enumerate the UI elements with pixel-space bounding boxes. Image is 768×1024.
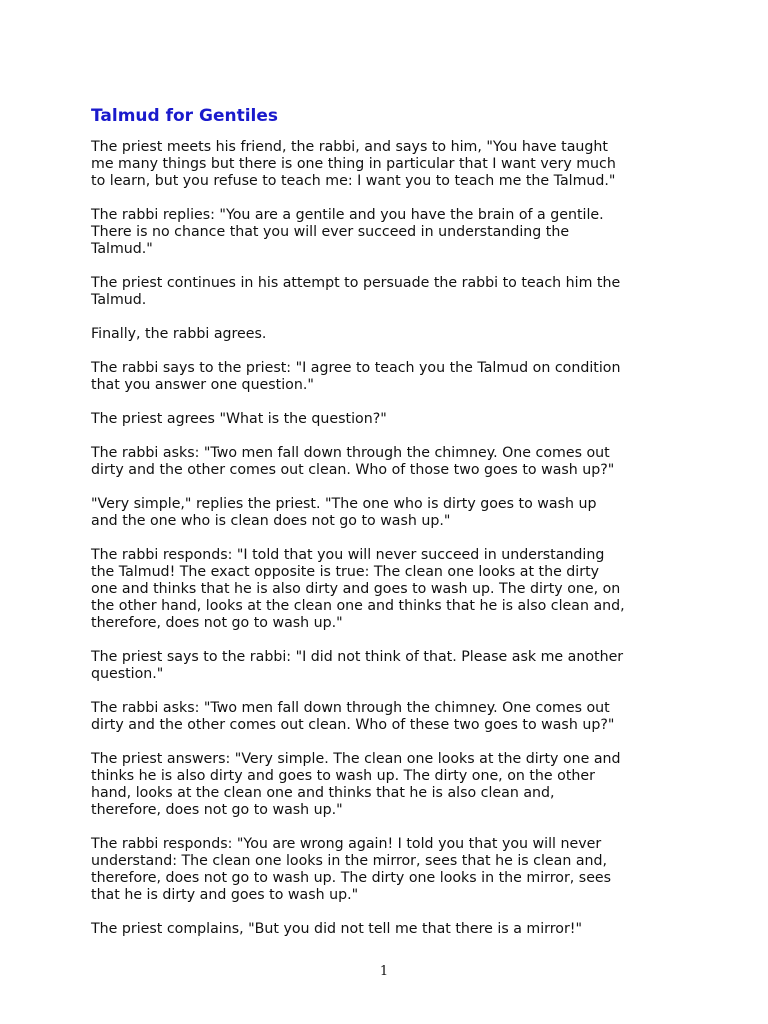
paragraph [91,547,681,632]
text-line: one and thinks that he is also dirty and goes to wash up. The dirty one, on [91,581,621,597]
text-line: hand, looks at the clean one and thinks that he is also clean and, [91,785,555,801]
text-line: dirty and the other comes out clean. Who of those two goes to wash up?" [91,462,615,478]
text-line: that you answer one question." [91,377,314,393]
text-line: me many things but there is one thing in particular that I want very much [91,156,616,172]
paragraph [91,139,681,190]
text-line: The priest answers: "Very simple. The clean one looks at the dirty one and [91,751,621,767]
paragraph [91,836,681,904]
text-line: and the one who is clean does not go to wash up." [91,513,451,529]
text-line: The priest agrees "What is the question?" [91,411,387,427]
paragraph [91,496,681,530]
paragraph [91,326,681,343]
text-line: that he is dirty and goes to wash up." [91,887,359,903]
text-line: The rabbi responds: "You are wrong again! I told you that you will never [91,836,602,852]
text-line: therefore, does not go to wash up." [91,615,343,631]
text-line: The rabbi asks: "Two men fall down through the chimney. One comes out [91,445,610,461]
text-line: understand: The clean one looks in the mirror, sees that he is clean and, [91,853,608,869]
text-line: dirty and the other comes out clean. Who of these two goes to wash up?" [91,717,615,733]
text-line: The rabbi responds: "I told that you will never succeed in understanding [91,547,605,563]
page-number: 1 [379,964,389,979]
text-line: the other hand, looks at the clean one and thinks that he is also clean and, [91,598,625,614]
paragraph [91,411,681,428]
text-line: Talmud. [91,292,147,308]
text-line: therefore, does not go to wash up." [91,802,343,818]
text-line: to learn, but you refuse to teach me: I want you to teach me the Talmud." [91,173,616,189]
text-line: The rabbi replies: "You are a gentile and you have the brain of a gentile. [91,207,604,223]
text-line: There is no chance that you will ever succeed in understanding the [91,224,570,240]
text-line: The rabbi asks: "Two men fall down through the chimney. One comes out [91,700,610,716]
text-line: therefore, does not go to wash up. The dirty one looks in the mirror, sees [91,870,612,886]
text-line: Talmud." [91,241,153,257]
paragraph [91,751,681,819]
text-line: The priest complains, "But you did not tell me that there is a mirror!" [91,921,583,937]
text-line: thinks he is also dirty and goes to wash up. The dirty one, on the other [91,768,595,784]
paragraph [91,360,681,394]
text-line: The rabbi says to the priest: "I agree to teach you the Talmud on condition [91,360,621,376]
paragraph [91,649,681,683]
paragraph [91,275,681,309]
text-line: The priest says to the rabbi: "I did not think of that. Please ask me another [91,649,624,665]
document-title: Talmud for Gentiles [91,106,278,126]
paragraph [91,921,681,938]
text-line: "Very simple," replies the priest. "The one who is dirty goes to wash up [91,496,597,512]
text-line: Finally, the rabbi agrees. [91,326,267,342]
text-line: The priest meets his friend, the rabbi, and says to him, "You have taught [91,139,608,155]
text-line: question." [91,666,164,682]
text-line: the Talmud! The exact opposite is true: The clean one looks at the dirty [91,564,600,580]
text-line: The priest continues in his attempt to persuade the rabbi to teach him the [91,275,621,291]
paragraph [91,700,681,734]
paragraph [91,445,681,479]
document-body [91,139,681,955]
paragraph [91,207,681,258]
